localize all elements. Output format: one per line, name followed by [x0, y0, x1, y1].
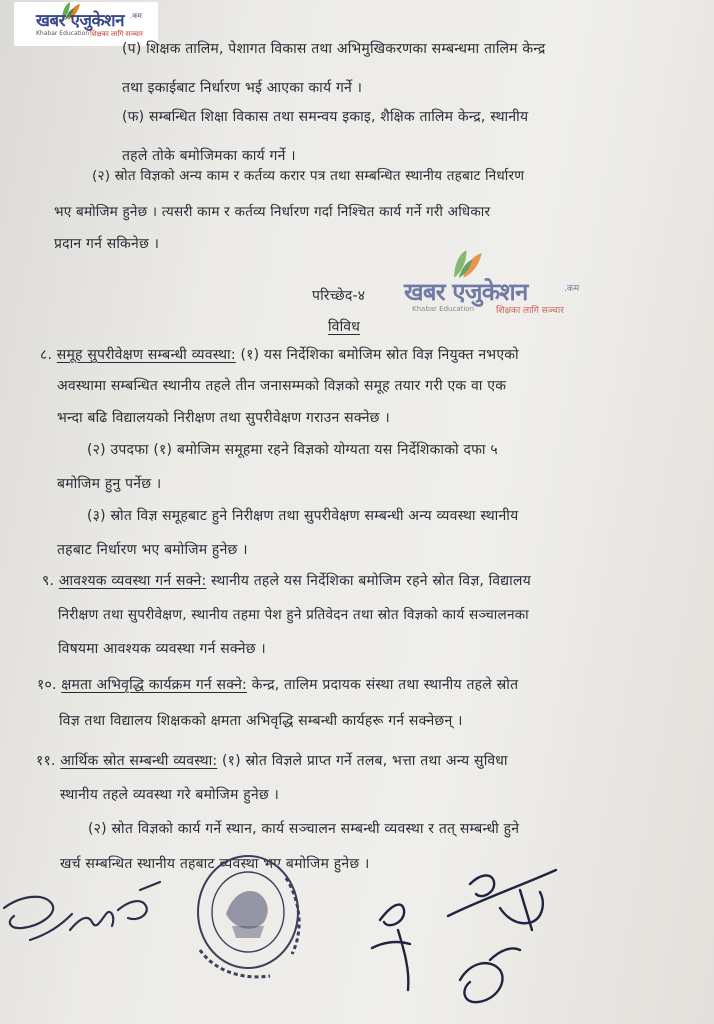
- section-11-line-2: स्थानीय तहले व्यवस्था गरे बमोजिम हुनेछ ।: [60, 787, 280, 803]
- watermark-tagline-np: शिक्षका लागि सञ्चार: [496, 306, 564, 316]
- section-8-text-1: (१) यस निर्देशिका बमोजिम स्रोत विज्ञ नियुक्त नभएको: [235, 347, 519, 363]
- section-9-line-2: निरीक्षण तथा सुपरीवेक्षण, स्थानीय तहमा पेश हुने प्रतिवेदन तथा स्रोत विज्ञको कार्य सञ्चालनका: [58, 607, 529, 623]
- section-9-text-1: स्थानीय तहले यस निर्देशिका बमोजिम रहने स्रोत विज्ञ, विद्यालय: [206, 573, 531, 589]
- subsection-2-line-2: भए बमोजिम हुनेछ । त्यसरी काम र कर्तव्य निर्धारण गर्दा निश्चित कार्य गर्ने गरी अधिकार: [54, 204, 491, 220]
- section-11-line-1: [36, 752, 508, 770]
- watermark-domain: .कम: [564, 284, 580, 294]
- watermark-tagline-en: Khabar Education: [412, 305, 475, 313]
- clause-pa-line-1: (प) शिक्षक तालिम, पेशागत विकास तथा अभिमुखिकरणका सम्बन्धमा तालिम केन्द्र: [122, 41, 546, 57]
- section-8-line-3: भन्दा बढि विद्यालयको निरीक्षण तथा सुपरीवेक्षण गराउन सक्नेछ ।: [57, 410, 390, 426]
- signature-3: [372, 905, 410, 990]
- section-11-text-1: (१) स्रोत विज्ञले प्राप्त गर्ने तलब, भत्ता तथा अन्य सुविधा: [217, 753, 508, 769]
- subsection-2-line-3: प्रदान गर्न सकिनेछ ।: [54, 236, 160, 252]
- clause-pha-line-2: तहले तोके बमोजिमका कार्य गर्ने ।: [122, 148, 296, 164]
- section-10-text-1: केन्द्र, तालिम प्रदायक संस्था तथा स्थानीय तहले स्रोत: [246, 677, 519, 693]
- signature-4: [448, 870, 556, 930]
- section-10-line-2: विज्ञ तथा विद्यालय शिक्षकको क्षमता अभिवृद्धि सम्बन्धी कार्यहरू गर्न सक्नेछन् ।: [59, 713, 463, 729]
- section-8-subsection-2-line-1: (२) उपदफा (१) बमोजिम समूहमा रहने विज्ञको योग्यता यस निर्देशिकाको दफा ५: [87, 442, 498, 458]
- section-8-subsection-3-line-1: (३) स्रोत विज्ञ समूहबाट हुने निरीक्षण तथा सुपरीवेक्षण सम्बन्धी अन्य व्यवस्था स्थानीय: [87, 508, 519, 524]
- section-8-subsection-2-line-2: बमोजिम हुनु पर्नेछ ।: [57, 476, 162, 492]
- section-9-number: ९.: [42, 573, 55, 589]
- section-11-subsection-2-line-2: खर्च सम्बन्धित स्थानीय तहबाट व्यवस्था भए बमोजिम हुनेछ ।: [60, 856, 370, 872]
- watermark-brand: खबर एजुकेशन: [404, 278, 528, 306]
- section-8-number: ८.: [40, 347, 53, 363]
- brand-tagline-en: Khabar Education: [36, 30, 90, 37]
- clause-pa-line-2: तथा इकाईबाट निर्धारण भई आएका कार्य गर्ने ।: [122, 80, 363, 96]
- signature-2: [70, 882, 160, 930]
- section-8-line-1: [40, 346, 519, 364]
- watermark-logo: [404, 247, 604, 317]
- brand-domain: .कम: [130, 12, 142, 20]
- section-9-line-1: [42, 572, 531, 590]
- section-9-line-3: विषयमा आवश्यक व्यवस्था गर्न सक्नेछ ।: [58, 641, 266, 657]
- section-8-line-2: अवस्थामा सम्बन्धित स्थानीय तहले तीन जनासम्मको विज्ञको समूह तयार गरी एक वा एक: [57, 378, 507, 394]
- seal: [198, 856, 299, 977]
- signatures-and-seal: [0, 830, 714, 1024]
- section-8-subsection-3-line-2: तहबाट निर्धारण भए बमोजिम हुनेछ ।: [57, 542, 248, 558]
- section-8-heading: समूह सुपरीवेक्षण सम्बन्धी व्यवस्था:: [56, 347, 236, 363]
- brand-tagline-np: शिक्षका लागि सञ्चार: [90, 30, 143, 38]
- signature-5: [460, 948, 520, 1002]
- section-10-heading: क्षमता अभिवृद्धि कार्यक्रम गर्न सक्ने:: [61, 677, 247, 693]
- section-9-heading: आवश्यक व्यवस्था गर्न सक्ने:: [58, 573, 207, 589]
- section-11-number: ११.: [36, 753, 56, 769]
- brand-name: खबर एजुकेशन: [36, 11, 125, 31]
- section-11-heading: आर्थिक स्रोत सम्बन्धी व्यवस्था:: [60, 753, 218, 769]
- section-11-subsection-2-line-1: (२) स्रोत विज्ञको कार्य गर्ने स्थान, कार्य सञ्चालन सम्बन्धी व्यवस्था र तत् सम्बन्धी हुने: [88, 821, 520, 837]
- signature-1: [4, 897, 72, 940]
- section-10-line-1: [37, 676, 518, 694]
- section-10-number: १०.: [37, 677, 57, 693]
- chapter-number: परिच्छेद-४: [312, 288, 366, 304]
- clause-pha-line-1: (फ) सम्बन्धित शिक्षा विकास तथा समन्वय इकाइ, शैक्षिक तालिम केन्द्र, स्थानीय: [122, 109, 529, 125]
- chapter-title: विविध: [328, 319, 361, 335]
- subsection-2-line-1: (२) स्रोत विज्ञको अन्य काम र कर्तव्य करार पत्र तथा सम्बन्धित स्थानीय तहबाट निर्धारण: [92, 168, 525, 184]
